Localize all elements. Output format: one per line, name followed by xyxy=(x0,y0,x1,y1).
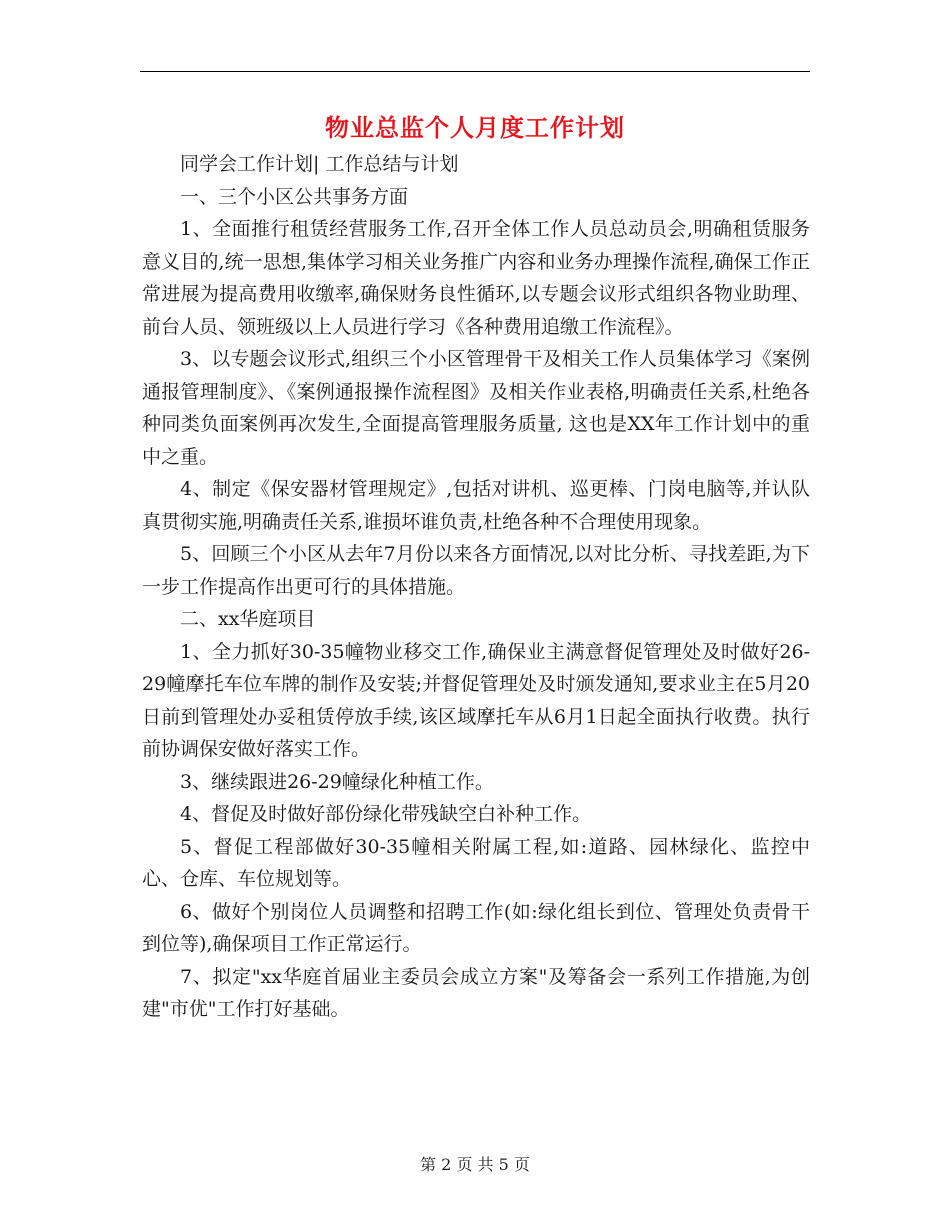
section-heading-2: 二、xx华庭项目 xyxy=(180,608,316,630)
paragraph: 5、回顾三个小区从去年7月份以来各方面情况,以对比分析、寻找差距,为下一步工作提高作出更可行的具体措施。 xyxy=(142,543,810,598)
paragraph: 1、全力抓好30-35幢物业移交工作,确保业主满意督促管理处及时做好26-29幢摩托车位车牌的制作及安装;并督促管理处及时颁发通知,要求业主在5月20日前到管理处办妥租赁停放手续,该区域摩托车从6月1日起全面执行收费。执行前协调保安做好落实工作。 xyxy=(142,640,810,760)
page-number: 第 2 页 共 5 页 xyxy=(420,1155,530,1174)
paragraph: 3、继续跟进26-29幢绿化种植工作。 xyxy=(180,770,494,793)
header-rule xyxy=(140,71,810,72)
subtitle-line: 同学会工作计划| 工作总结与计划 xyxy=(180,153,459,175)
paragraph: 5、督促工程部做好30-35幢相关附属工程,如:道路、园林绿化、监控中心、仓库、车位规划等。 xyxy=(142,835,810,890)
paragraph: 1、全面推行租赁经营服务工作,召开全体工作人员总动员会,明确租赁服务意义目的,统一思想,集体学习相关业务推广内容和业务办理操作流程,确保工作正常进展为提高费用收缴率,确保财务良性循环,以专题会议形式组织各物业助理、前台人员、领班级以上人员进行学习《各种费用追缴工作流程》。 xyxy=(142,218,810,338)
paragraph: 7、拟定"xx华庭首届业主委员会成立方案"及筹备会一系列工作措施,为创建"市优"工作打好基础。 xyxy=(142,965,810,1020)
paragraph: 6、做好个别岗位人员调整和招聘工作(如:绿化组长到位、管理处负责骨干到位等),确保项目工作正常运行。 xyxy=(142,900,810,955)
paragraph: 4、制定《保安器材管理规定》,包括对讲机、巡更棒、门岗电脑等,并认队真贯彻实施,明确责任关系,谁损坏谁负责,杜绝各种不合理使用现象。 xyxy=(142,478,810,533)
paragraph: 4、督促及时做好部份绿化带残缺空白补种工作。 xyxy=(180,803,592,825)
document-body xyxy=(142,148,810,1026)
paragraph: 3、以专题会议形式,组织三个小区管理骨干及相关工作人员集体学习《案例通报管理制度》、《案例通报操作流程图》及相关作业表格,明确责任关系,杜绝各种同类负面案例再次发生,全面提高管理服务质量, 这也是XX年工作计划中的重中之重。 xyxy=(142,348,810,468)
document-title: 物业总监个人月度工作计划 xyxy=(325,113,625,142)
section-heading-1: 一、三个小区公共事务方面 xyxy=(180,185,409,208)
